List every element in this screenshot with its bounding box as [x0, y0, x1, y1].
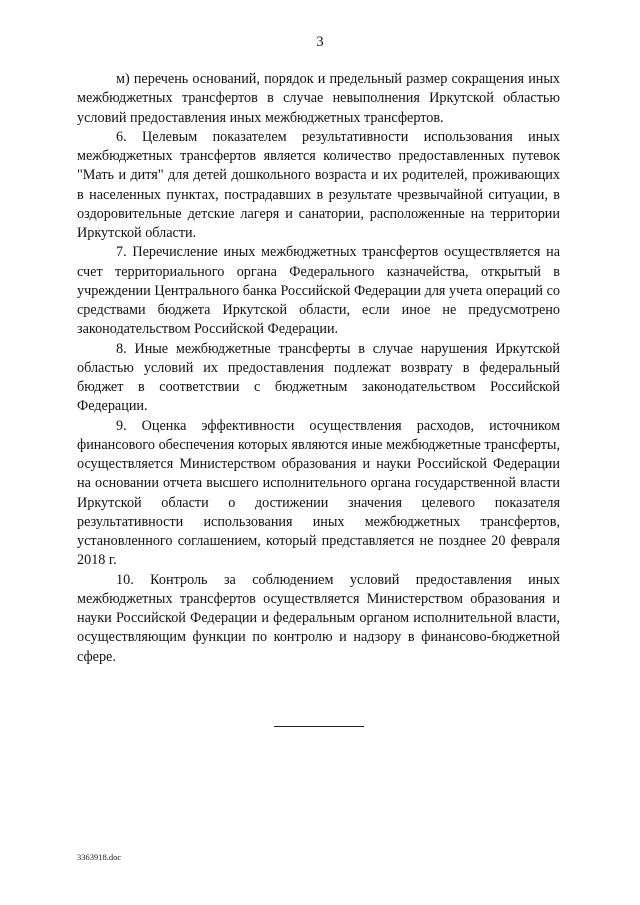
paragraph-m: м) перечень оснований, порядок и предельный размер сокращения иных межбюджетных трансфертов в случае невыполнения Иркутской областью условий предоставления иных межбюджетных трансфертов. — [77, 71, 560, 126]
document-body — [77, 70, 560, 667]
paragraph-7: 7. Перечисление иных межбюджетных трансфертов осуществляется на счет территориального органа Федерального казначейства, открытый в учреждении Центрального банка Российской Федерации для учета операций со средствами бюджета Иркутской области, если иное не предусмотрено законодательством Российской Федерации. — [77, 244, 560, 338]
paragraph-10: 10. Контроль за соблюдением условий предоставления иных межбюджетных трансфертов осуществляется Министерством образования и науки Российской Федерации и федеральным органом исполнительной власти, осуществляющим функции по контролю и надзору в финансово-бюджетной сфере. — [77, 571, 560, 665]
page-number: 3 — [316, 34, 324, 50]
paragraph-9: 9. Оценка эффективности осуществления расходов, источником финансового обеспечения которых являются иные межбюджетные трансферты, осуществляется Министерством образования и науки Российской Федерации на основании отчета высшего исполнительного органа государственной власти Иркутской области о достижении значения целевого показателя результативности использования иных межбюджетных трансфертов, установленного соглашением, который представляется не позднее 20 февраля 2018 г. — [77, 417, 560, 569]
paragraph-6: 6. Целевым показателем результативности использования иных межбюджетных трансфертов является количество предоставленных путевок "Мать и дитя" для детей дошкольного возраста и их родителей, проживающих в населенных пунктах, пострадавших в результате чрезвычайной ситуации, в оздоровительные детские лагеря и санатории, расположенные на территории Иркутской области. — [77, 128, 560, 241]
paragraph-8: 8. Иные межбюджетные трансферты в случае нарушения Иркутской областью условий их предоставления подлежат возврату в федеральный бюджет в соответствии с бюджетным законодательством Российской Федерации. — [77, 340, 560, 415]
end-divider-line — [274, 726, 364, 727]
document-code: 3363918.doc — [77, 852, 122, 862]
